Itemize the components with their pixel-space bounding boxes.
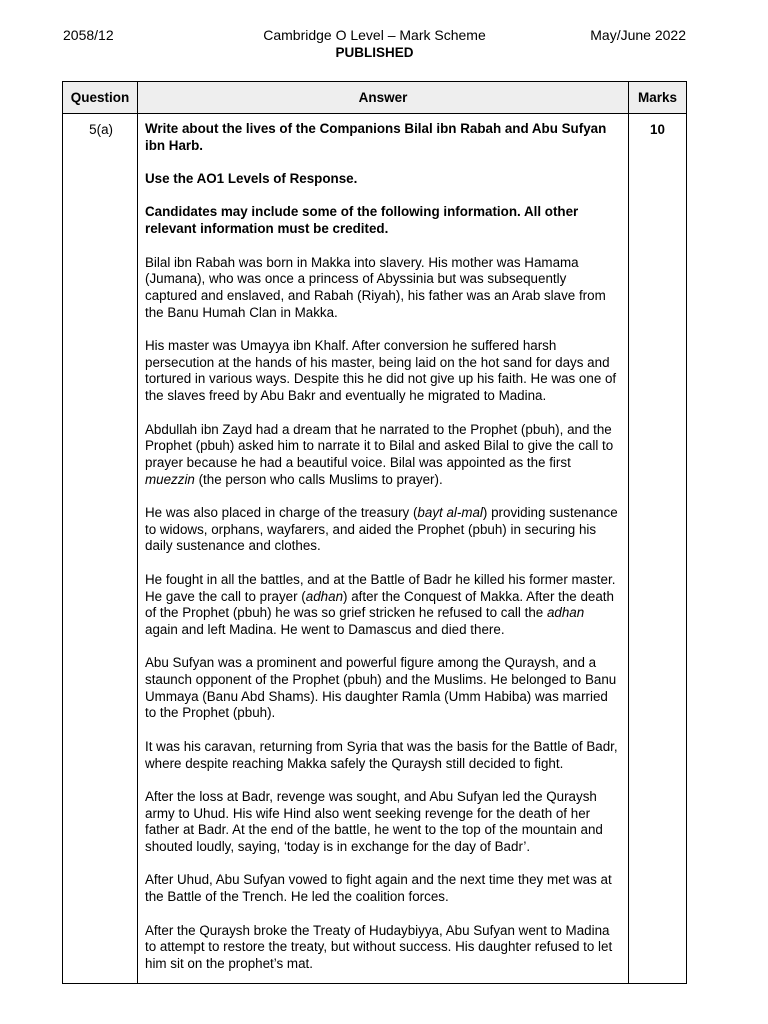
text-run: He fought in all the battles, and at the Battle of Badr he killed his former master. He gave the call to prayer ( (145, 571, 616, 604)
italic-term: adhan (305, 588, 344, 604)
column-header-answer: Answer (138, 82, 629, 114)
column-header-marks: Marks (629, 82, 687, 114)
text-run: (the person who calls Muslims to prayer). (194, 471, 443, 487)
answer-paragraph: After the loss at Badr, revenge was sought, and Abu Sufyan led the Quraysh army to Uhud. His wife Hind also went seeking revenge for the death of her father at Badr. At the end of the battle, he went to the top of the mountain and shouted loudly, saying, ‘today is in exchange for the day of Badr’. (145, 788, 603, 855)
text-run: again and left Madina. He went to Damascus and died there. (145, 621, 505, 637)
column-header-question: Question (63, 82, 138, 114)
answer-paragraph: His master was Umayya ibn Khalf. After conversion he suffered harsh persecution at the hands of his master, being laid on the hot sand for days and tortured in various ways. Despite this he did not give up his faith. He was one of the slaves freed by Abu Bakr and eventually he migrated to Madina. (145, 338, 617, 404)
answer-paragraph: After the Quraysh broke the Treaty of Hudaybiyya, Abu Sufyan went to Madina to attempt to restore the treaty, but without success. His daughter refused to let him sit on the prophet’s mat. (145, 922, 613, 971)
answer-paragraph (145, 422, 620, 489)
text-run: ) after the Conquest of Makka. After the death of the Prophet (pbuh) he was so grief stricken he refused to call the (145, 588, 614, 621)
italic-term: adhan (546, 605, 585, 621)
text-run: ) providing sustenance to widows, orphans, wayfarers, and aided the Prophet (pbuh) in securing his daily sustenance and clothes. (145, 505, 618, 554)
answer-instruction: Write about the lives of the Companions Bilal ibn Rabah and Abu Sufyan ibn Harb. (145, 121, 607, 153)
page-header (63, 27, 686, 63)
mark-scheme-table (62, 81, 687, 984)
question-number: 5(a) (63, 114, 138, 984)
published-label: PUBLISHED (335, 45, 414, 60)
table-header-row (63, 82, 687, 114)
exam-session: May/June 2022 (590, 27, 686, 43)
table-row (63, 114, 687, 984)
italic-term: muezzin (145, 471, 195, 487)
answer-instruction: Candidates may include some of the following information. All other relevant information must be credited. (145, 204, 579, 237)
document-title: Cambridge O Level – Mark Scheme (263, 27, 486, 43)
answer-paragraph: It was his caravan, returning from Syria that was the basis for the Battle of Badr, where despite reaching Makka safely the Quraysh still decided to fight. (145, 738, 618, 771)
text-run: He was also placed in charge of the treasury ( (145, 505, 418, 521)
answer-paragraph: Abu Sufyan was a prominent and powerful figure among the Quraysh, and a staunch opponent of the Prophet (pbuh) and the Muslims. He belonged to Banu Ummaya (Banu Abd Shams). His daughter Ramla (Umm Habiba) was married to the Prophet (pbuh). (145, 655, 617, 721)
answer-paragraph (145, 572, 620, 639)
answer-paragraph (145, 505, 620, 555)
answer-instruction: Use the AO1 Levels of Response. (145, 171, 358, 187)
answer-paragraph: Bilal ibn Rabah was born in Makka into slavery. His mother was Hamama (Jumana), who was once a princess of Abyssinia but was subsequently captured and enslaved, and Rabah (Riyah), his father was an Arab slave from the Banu Humah Clan in Makka. (145, 254, 606, 320)
marks-value: 10 (629, 114, 687, 984)
italic-term: bayt al-mal (417, 505, 483, 521)
answer-paragraph: After Uhud, Abu Sufyan vowed to fight again and the next time they met was at the Battle of the Trench. He led the coalition forces. (145, 872, 612, 905)
text-run: Abdullah ibn Zayd had a dream that he narrated to the Prophet (pbuh), and the Prophet (pbuh) asked him to narrate it to Bilal and asked Bilal to give the call to prayer because he had a beautiful voice. Bilal was appointed as the first (145, 421, 614, 470)
syllabus-code: 2058/12 (63, 27, 114, 43)
answer-cell (138, 114, 629, 984)
